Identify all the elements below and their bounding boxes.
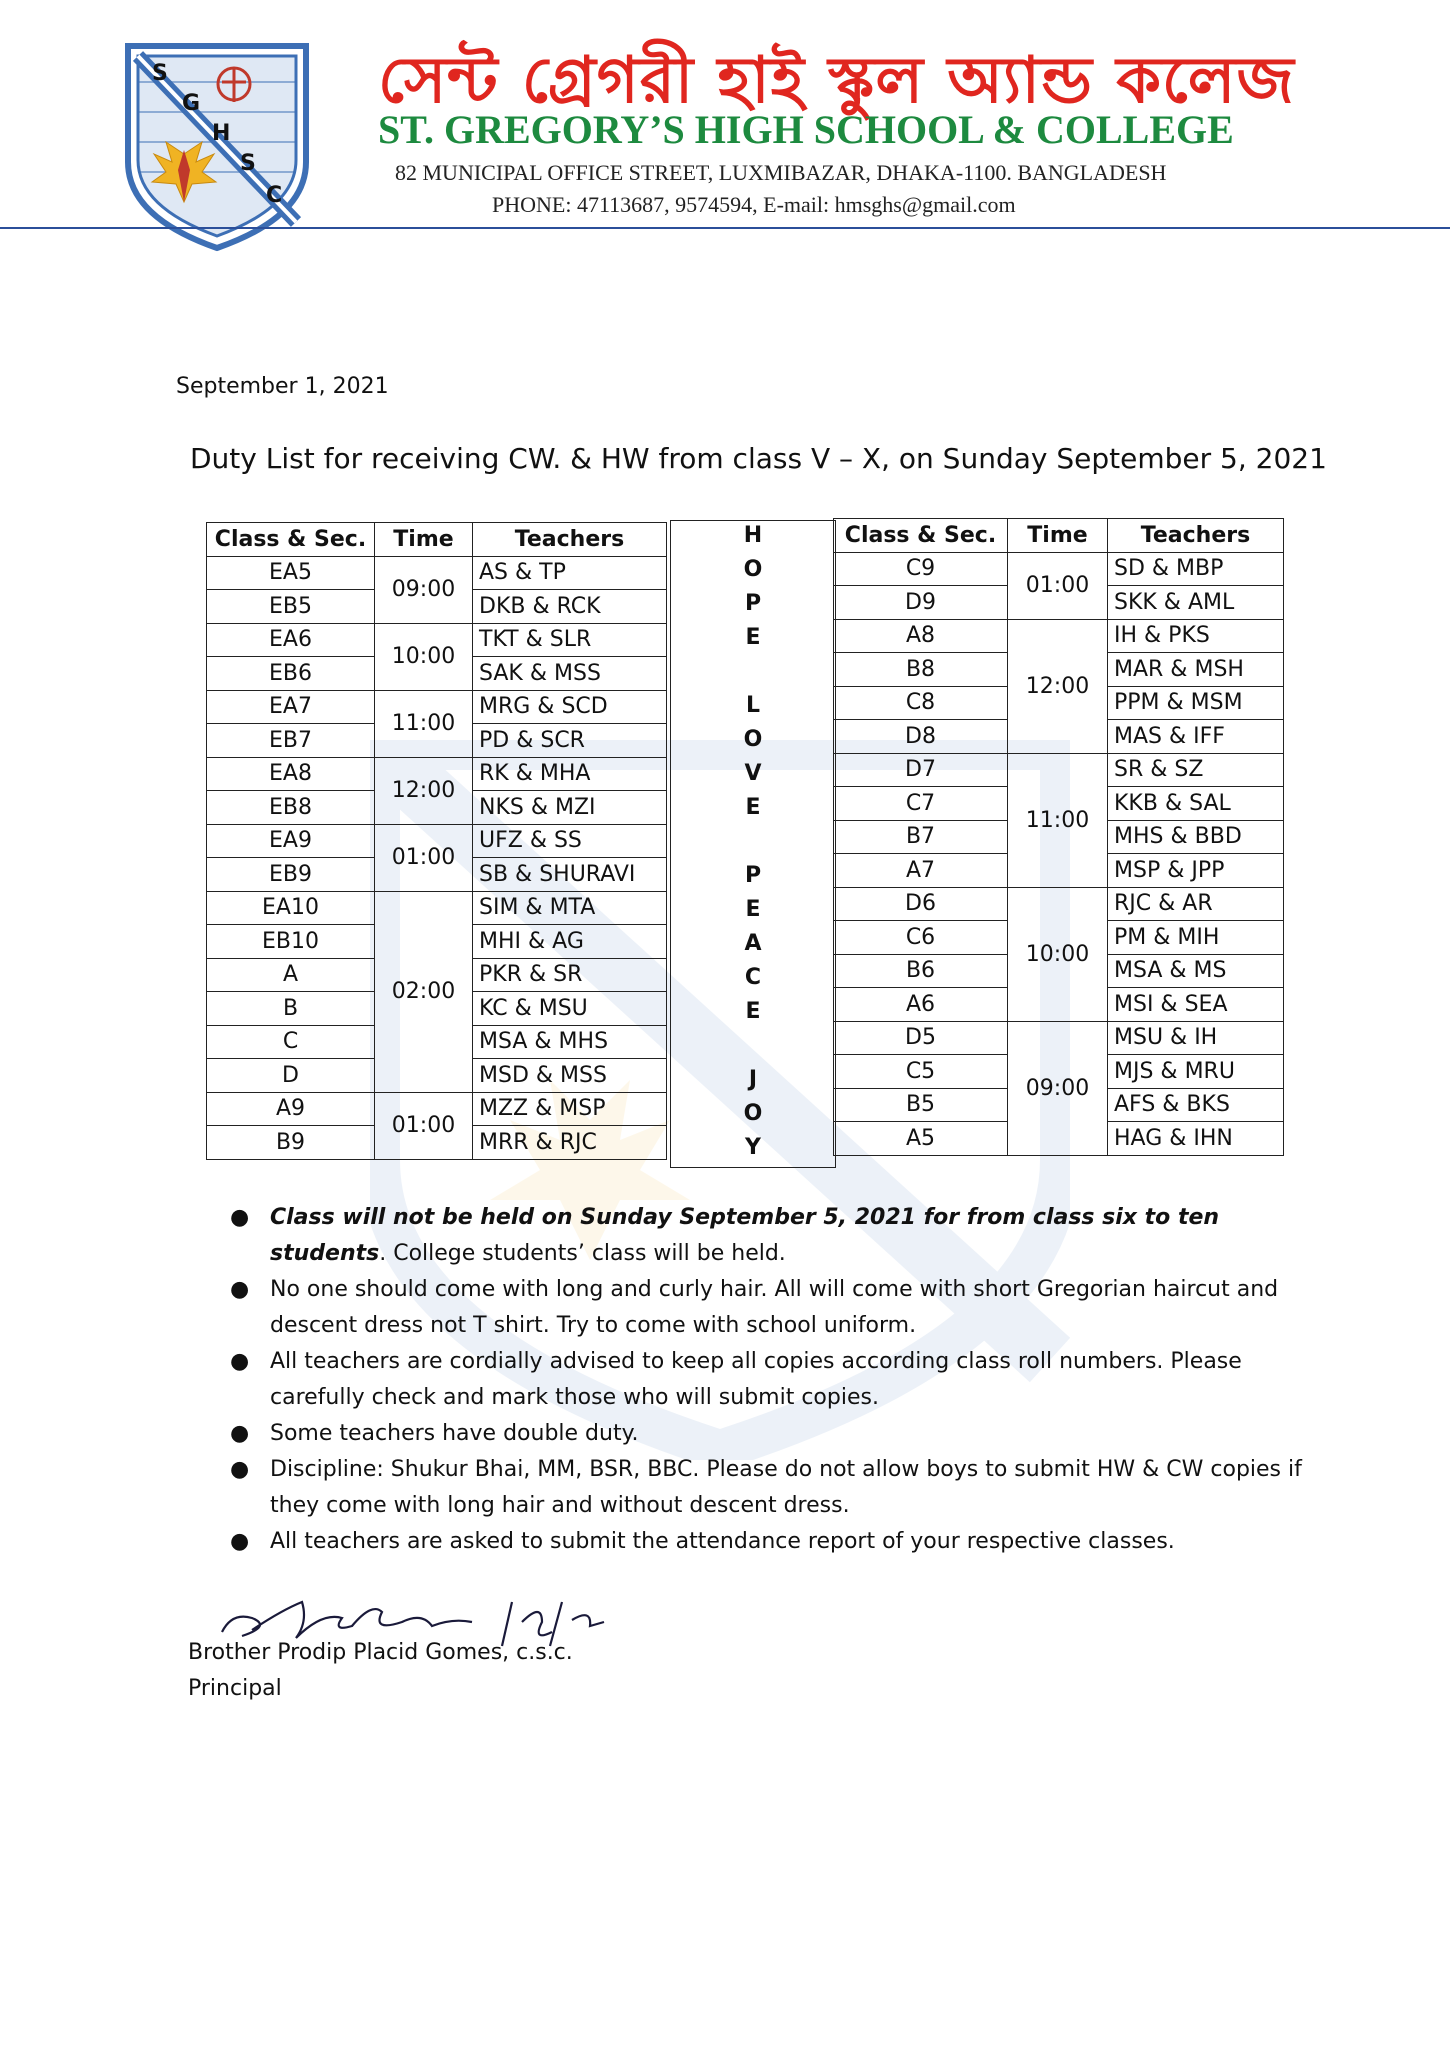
class-cell: EB9 <box>207 858 375 892</box>
teachers-cell: MHS & BBD <box>1108 820 1284 854</box>
class-cell: B5 <box>834 1088 1008 1122</box>
list-item <box>230 1416 1340 1452</box>
note-text: No one should come with long and curly hair. All will come with short Gregorian haircut and descent dress not T shirt. Try to come with school uniform. <box>270 1277 1279 1338</box>
teachers-cell: PM & MIH <box>1108 921 1284 955</box>
motto-letter: L <box>745 693 761 718</box>
time-cell: 11:00 <box>375 690 473 757</box>
list-item <box>230 1272 1340 1344</box>
teachers-cell: MSA & MHS <box>473 1025 667 1059</box>
document-heading: Duty List for receiving CW. & HW from class V – X, on Sunday September 5, 2021 <box>190 442 1327 475</box>
time-cell: 10:00 <box>1008 887 1108 1021</box>
list-item <box>230 1524 1340 1560</box>
notes-list <box>230 1200 1340 1560</box>
teachers-cell: MJS & MRU <box>1108 1055 1284 1089</box>
bullet-icon: ● <box>230 1421 250 1446</box>
class-cell: C7 <box>834 787 1008 821</box>
class-cell: A7 <box>834 854 1008 888</box>
school-contact: PHONE: 47113687, 9574594, E-mail: hmsghs@gmail.com <box>492 192 1016 217</box>
motto-letter: O <box>743 727 763 752</box>
motto-letter: H <box>743 523 763 548</box>
teachers-cell: HAG & IHN <box>1108 1122 1284 1156</box>
class-cell: EB5 <box>207 590 375 624</box>
class-cell: D <box>207 1059 375 1093</box>
bullet-icon: ● <box>230 1277 250 1302</box>
table-row <box>207 1092 667 1126</box>
teachers-cell: MAR & MSH <box>1108 653 1284 687</box>
class-cell: EA9 <box>207 824 375 858</box>
teachers-cell: AFS & BKS <box>1108 1088 1284 1122</box>
duty-table-left <box>206 522 667 1160</box>
motto-letter: E <box>745 795 761 820</box>
teachers-cell: NKS & MZI <box>473 791 667 825</box>
teachers-cell: PD & SCR <box>473 724 667 758</box>
bullet-icon: ● <box>230 1529 250 1554</box>
teachers-cell: TKT & SLR <box>473 623 667 657</box>
teachers-cell: SB & SHURAVI <box>473 858 667 892</box>
logo-letter: S <box>152 61 168 86</box>
table-row <box>834 753 1284 787</box>
teachers-cell: SKK & AML <box>1108 586 1284 620</box>
bullet-icon: ● <box>230 1457 250 1482</box>
motto-letter: E <box>745 625 761 650</box>
bullet-icon: ● <box>230 1349 250 1374</box>
table-row <box>834 887 1284 921</box>
class-cell: C <box>207 1025 375 1059</box>
motto-letter: J <box>748 1067 758 1092</box>
time-cell: 01:00 <box>375 824 473 891</box>
class-cell: B9 <box>207 1126 375 1160</box>
class-cell: A6 <box>834 988 1008 1022</box>
column-header-teachers: Teachers <box>1108 519 1284 553</box>
class-cell: C8 <box>834 686 1008 720</box>
teachers-cell: SD & MBP <box>1108 552 1284 586</box>
signer-name: Brother Prodip Placid Gomes, c.s.c. <box>188 1640 573 1665</box>
teachers-cell: MSA & MS <box>1108 954 1284 988</box>
motto-letter: E <box>745 999 761 1024</box>
table-row <box>207 824 667 858</box>
teachers-cell: MSD & MSS <box>473 1059 667 1093</box>
column-header-class: Class & Sec. <box>207 523 375 557</box>
motto-letter: C <box>744 965 762 990</box>
class-cell: D9 <box>834 586 1008 620</box>
class-cell: A8 <box>834 619 1008 653</box>
motto-letter: O <box>743 557 763 582</box>
note-text: Some teachers have double duty. <box>270 1421 639 1446</box>
logo-letter: C <box>266 183 283 208</box>
teachers-cell: PPM & MSM <box>1108 686 1284 720</box>
time-cell: 12:00 <box>1008 619 1108 753</box>
time-cell: 01:00 <box>375 1092 473 1159</box>
school-name-bangla: সেন্ট গ্রেগরী হাই স্কুল অ্যান্ড কলেজ <box>378 44 1295 118</box>
bullet-icon: ● <box>230 1205 250 1230</box>
class-cell: EB8 <box>207 791 375 825</box>
teachers-cell: SAK & MSS <box>473 657 667 691</box>
class-cell: D5 <box>834 1021 1008 1055</box>
time-cell: 09:00 <box>375 556 473 623</box>
list-item <box>230 1452 1340 1524</box>
duty-table-right <box>833 518 1284 1156</box>
teachers-cell: MSU & IH <box>1108 1021 1284 1055</box>
teachers-cell: SR & SZ <box>1108 753 1284 787</box>
note-text: All teachers are cordially advised to keep all copies according class roll numbers. Please carefully check and mark those who will submit copies. <box>270 1349 1242 1410</box>
time-cell: 09:00 <box>1008 1021 1108 1155</box>
column-header-class: Class & Sec. <box>834 519 1008 553</box>
class-cell: A5 <box>834 1122 1008 1156</box>
time-cell: 12:00 <box>375 757 473 824</box>
class-cell: EB7 <box>207 724 375 758</box>
teachers-cell: AS & TP <box>473 556 667 590</box>
header-divider <box>0 227 1450 229</box>
note-text: . College students’ class will be held. <box>379 1241 786 1266</box>
school-address: 82 MUNICIPAL OFFICE STREET, LUXMIBAZAR, DHAKA-1100. BANGLADESH <box>395 160 1167 185</box>
motto-letter: P <box>744 591 762 616</box>
time-cell: 10:00 <box>375 623 473 690</box>
teachers-cell: MRG & SCD <box>473 690 667 724</box>
teachers-cell: MAS & IFF <box>1108 720 1284 754</box>
teachers-cell: MSI & SEA <box>1108 988 1284 1022</box>
teachers-cell: KC & MSU <box>473 992 667 1026</box>
note-text: All teachers are asked to submit the attendance report of your respective classes. <box>270 1529 1175 1554</box>
class-cell: EA8 <box>207 757 375 791</box>
class-cell: D6 <box>834 887 1008 921</box>
motto-column <box>670 520 836 1168</box>
table-row <box>207 690 667 724</box>
teachers-cell: KKB & SAL <box>1108 787 1284 821</box>
teachers-cell: MSP & JPP <box>1108 854 1284 888</box>
column-header-time: Time <box>375 523 473 557</box>
school-logo <box>124 42 310 252</box>
signer-title: Principal <box>188 1676 282 1701</box>
time-cell: 01:00 <box>1008 552 1108 619</box>
table-row <box>207 623 667 657</box>
teachers-cell: PKR & SR <box>473 958 667 992</box>
column-header-time: Time <box>1008 519 1108 553</box>
class-cell: D8 <box>834 720 1008 754</box>
class-cell: D7 <box>834 753 1008 787</box>
class-cell: A9 <box>207 1092 375 1126</box>
teachers-cell: SIM & MTA <box>473 891 667 925</box>
class-cell: EA7 <box>207 690 375 724</box>
teachers-cell: DKB & RCK <box>473 590 667 624</box>
class-cell: A <box>207 958 375 992</box>
table-row <box>207 757 667 791</box>
school-name-english: ST. GREGORY’S HIGH SCHOOL & COLLEGE <box>378 107 1234 152</box>
table-row <box>834 619 1284 653</box>
teachers-cell: RK & MHA <box>473 757 667 791</box>
table-row <box>834 1021 1284 1055</box>
motto-letter: V <box>744 761 762 786</box>
signature-text: Br. Prodip csc 1/9/21. <box>212 1582 223 1583</box>
class-cell: B8 <box>834 653 1008 687</box>
class-cell: EA6 <box>207 623 375 657</box>
note-emphasis: Class will not be held on Sunday September 5, 2021 for from class six to ten students <box>270 1205 1220 1266</box>
class-cell: EA5 <box>207 556 375 590</box>
column-header-teachers: Teachers <box>473 523 667 557</box>
motto-letter: Y <box>745 1135 761 1160</box>
class-cell: C5 <box>834 1055 1008 1089</box>
class-cell: B6 <box>834 954 1008 988</box>
table-row <box>207 891 667 925</box>
logo-letter: H <box>212 121 231 146</box>
class-cell: B <box>207 992 375 1026</box>
teachers-cell: MZZ & MSP <box>473 1092 667 1126</box>
motto-letter: E <box>745 897 761 922</box>
logo-letter: S <box>240 151 256 176</box>
class-cell: B7 <box>834 820 1008 854</box>
class-cell: C6 <box>834 921 1008 955</box>
teachers-cell: UFZ & SS <box>473 824 667 858</box>
teachers-cell: MRR & RJC <box>473 1126 667 1160</box>
list-item <box>230 1344 1340 1416</box>
list-item <box>230 1200 1340 1272</box>
motto-letter: A <box>744 931 762 956</box>
time-cell: 11:00 <box>1008 753 1108 887</box>
motto-letter: O <box>743 1101 763 1126</box>
table-row <box>834 552 1284 586</box>
motto-letter: P <box>744 863 762 888</box>
class-cell: EB10 <box>207 925 375 959</box>
note-text: Discipline: Shukur Bhai, MM, BSR, BBC. Please do not allow boys to submit HW & CW copies if they come with long hair and without descent dress. <box>270 1457 1302 1518</box>
teachers-cell: IH & PKS <box>1108 619 1284 653</box>
class-cell: C9 <box>834 552 1008 586</box>
teachers-cell: MHI & AG <box>473 925 667 959</box>
teachers-cell: RJC & AR <box>1108 887 1284 921</box>
class-cell: EA10 <box>207 891 375 925</box>
letter-date: September 1, 2021 <box>176 374 389 399</box>
table-row <box>207 556 667 590</box>
class-cell: EB6 <box>207 657 375 691</box>
logo-letter: G <box>182 91 201 116</box>
time-cell: 02:00 <box>375 891 473 1092</box>
